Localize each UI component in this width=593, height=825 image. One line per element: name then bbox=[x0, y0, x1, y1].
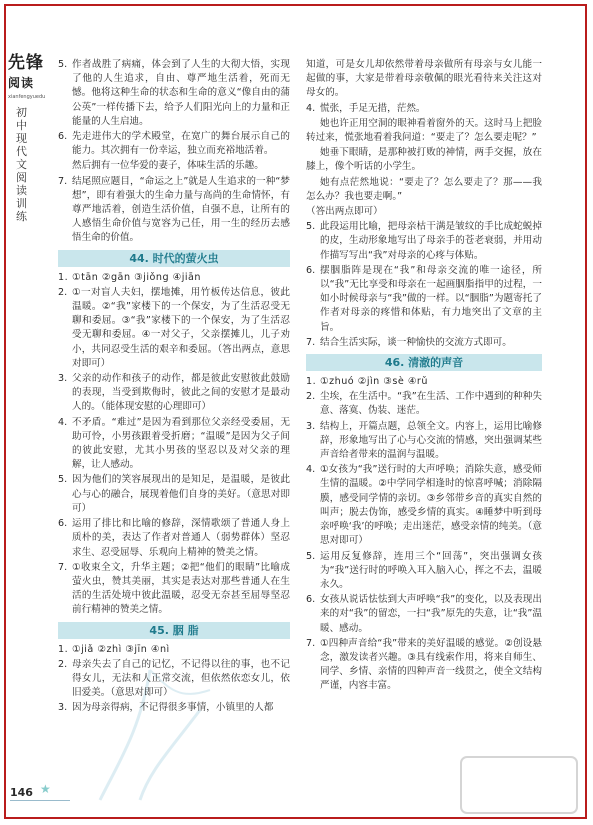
item-number: 2. bbox=[58, 658, 68, 670]
item-number: 6. bbox=[306, 264, 316, 276]
answer-paragraph: 然后拥有一位华爱的妻子，体味生活的乐趣。 bbox=[72, 160, 264, 172]
answer-item bbox=[58, 701, 290, 715]
item-number: 4. bbox=[306, 464, 316, 476]
item-number: 3. bbox=[58, 702, 68, 714]
item-number: 4. bbox=[306, 102, 316, 114]
item-text: 作者战胜了病痛，体会到了人生的大彻大悟，实现了他的人生追求，自由、尊严地生活着，死而无憾。他将这种生命的状态和生命的意义“像自由的蒲公英”一样传播下去，给予人们阳光向上的力量和正能量的人生启迪。 bbox=[72, 59, 290, 127]
answer-item bbox=[306, 102, 542, 116]
answer-item bbox=[58, 175, 290, 246]
left-column bbox=[58, 58, 290, 717]
side-title-block bbox=[8, 54, 48, 223]
series-title bbox=[8, 54, 48, 93]
answer-item bbox=[58, 286, 290, 371]
item-text: 因为他们的笑容展现出的是知足，是温暖，是彼此心与心的融合，展现着他们自身的美好。（意思对即可） bbox=[72, 474, 290, 514]
item-number: 6. bbox=[306, 594, 316, 606]
item-text: ①女孩为“我”送行时的大声呼唤；消除失意，感受师生情的温暖。②中学同学相逢时的惊喜呼喊；消除隔膜，感受同学情的亲切。③乡邻带乡音的真实自然的叫声；脱去伪饰，感受乡情的真实。④睡梦中听到母亲呼唤‘我’的呼唤；走出迷茫，感受亲情的纯美。（意思对即可） bbox=[320, 464, 542, 547]
answer-item bbox=[58, 517, 290, 560]
answer-item bbox=[58, 372, 290, 415]
answer-item bbox=[306, 593, 542, 636]
answer-paragraph: 她有点茫然地说：“要走了？怎么要走了？那——我怎么办？我也要走啊。” bbox=[306, 176, 542, 202]
item-text: 摆胭脂阵是现在“我”和母亲交流的唯一途径，所以“我”无比享受和母亲在一起画胭脂指甲的过程，一如小时候母亲与“我”做的一样。以“胭脂”为题寄托了作者对母亲的疼惜和体贴，有力地突出了文章的主旨。 bbox=[320, 264, 542, 333]
series-vertical-subtitle: 初中现代文阅读训练 bbox=[16, 106, 27, 223]
item-number: 7. bbox=[58, 175, 68, 187]
section-heading: 46. 清澈的声音 bbox=[306, 354, 542, 371]
answer-item bbox=[306, 336, 542, 350]
item-number: 7. bbox=[306, 336, 316, 348]
item-text: 先走进伟大的学术殿堂，在宽广的舞台展示自己的能力。其次拥有一份幸运，独立而充裕地活着。 bbox=[72, 131, 290, 157]
section-heading: 45. 胭 脂 bbox=[58, 622, 290, 639]
answer-item bbox=[58, 561, 290, 618]
answer-item bbox=[306, 220, 542, 263]
star-icon: ★ bbox=[40, 782, 51, 796]
answer-item bbox=[58, 58, 290, 129]
item-number: 6. bbox=[58, 131, 68, 143]
answer-item bbox=[306, 637, 542, 694]
item-number: 2. bbox=[58, 286, 68, 298]
item-number: 1. bbox=[58, 271, 69, 283]
item-text: 结合生活实际，谈一种愉快的交流方式即可。 bbox=[320, 336, 512, 348]
item-number: 3. bbox=[58, 373, 68, 385]
answer-item bbox=[58, 658, 290, 701]
item-text: ①jiǎ ②zhì ③jīn ④nì bbox=[72, 643, 170, 655]
item-text: 尘埃，在生活中。“我”在生活、工作中遇到的种种失意、落寞、伪装、迷茫。 bbox=[320, 391, 542, 417]
page-number-rule bbox=[10, 800, 70, 801]
item-number: 5. bbox=[306, 550, 316, 562]
item-text: ①收束全文，升华主题；②把“他们的眼睛”比喻成萤火虫，赞其美丽，其实是表达对那些普通人在生活的生活处境中彼此温暖，忍受无奈甚至屈辱坚忍前行精神的赞美之情。 bbox=[72, 561, 290, 616]
answer-paragraph: 她垂下眼睛，是那种被打败的神情，两手交握，放在膝上，像个听话的小学生。 bbox=[306, 147, 542, 173]
item-number: 5. bbox=[306, 221, 316, 233]
item-text: 运用了排比和比喻的修辞，深情歌颂了普通人身上质朴的美，表达了作者对普通人（弱势群体）坚忍求生、忍受屈辱、乐观向上精神的赞美之情。 bbox=[72, 518, 290, 558]
item-text: 因为母亲得病，不记得很多事情，小镇里的人都 bbox=[72, 702, 274, 714]
item-text: 此段运用比喻，把母亲枯干满是皱纹的手比成蛇蜕掉的皮，生动形象地写出了母亲手的苍老衰弱，并用动作描写写出“我”对母亲的心疼与体贴。 bbox=[320, 221, 542, 261]
item-text: 父亲的动作和孩子的动作，都是彼此安慰彼此鼓励的表现，当受到欺侮时，彼此之间的安慰才是最动人的。（能体现安慰的心理即可） bbox=[72, 373, 290, 413]
item-text: ①一对盲人夫妇，摆地摊，用竹板传达信息，彼此温暖。②“我”家楼下的一个保安，为了生活忍受无聊和委屈。③“我”家楼下的一个保安，为了生活忍受无聊和委屈。④一对父子，父亲摆摊儿，儿子劝小，共同忍受生活的艰辛和委屈。（答出两点，意思对即可） bbox=[72, 286, 290, 369]
answer-paragraph: 她也许正用空洞的眼神看着窗外的天。这时马上把脸转过来，慌张地看着我问道：“要走了？怎么要走呢？” bbox=[306, 117, 542, 144]
item-number: 7. bbox=[306, 637, 316, 649]
item-number: 5. bbox=[58, 474, 68, 486]
answer-item bbox=[58, 130, 290, 158]
item-text: 慌张，手足无措，茫然。 bbox=[320, 102, 426, 114]
item-text: 运用反复修辞，连用三个“回荡”，突出强调女孩为“我”送行时的呼唤入耳入脑入心，挥之不去，温暖永久。 bbox=[320, 550, 542, 590]
item-text: ①zhuó ②jìn ③sè ④rǔ bbox=[320, 376, 428, 388]
series-title-main: 先锋 bbox=[8, 53, 44, 73]
item-number: 2. bbox=[306, 391, 316, 403]
answer-item bbox=[306, 390, 542, 418]
answer-paragraph: （答出两点即可） bbox=[306, 206, 383, 218]
answer-item bbox=[58, 416, 290, 473]
page-number: 146 bbox=[10, 786, 33, 799]
item-number: 4. bbox=[58, 416, 68, 428]
watermark-logo bbox=[459, 755, 579, 815]
item-number: 1. bbox=[58, 643, 69, 655]
series-pinyin: xianfengyuedu bbox=[8, 94, 46, 100]
section-heading: 44. 时代的萤火虫 bbox=[58, 250, 290, 267]
item-number: 3. bbox=[306, 420, 316, 432]
item-text: 结尾照应题目，“命运之上”就是人生追求的一种“梦想”，即有着强大的生命力量与高尚的生命情怀，有尊严地活着，创造生活价值，自强不息，让所有的人感悟生命价值与宽容为己任，用一生的经历去感悟生命的价值。 bbox=[72, 175, 290, 244]
answer-item bbox=[58, 271, 290, 285]
item-text: ①四种声音给“我”带来的美好温暖的感觉。②创设悬念，激发读者兴趣。③具有线索作用，将来自师生、同学、乡情、亲情的四种声音一线贯之，使全文结构严谨，内容丰富。 bbox=[320, 637, 542, 692]
answer-item bbox=[306, 375, 542, 389]
answer-paragraph: 知道，可是女儿却依然带着母亲做所有母亲与女儿能一起做的事，大家是带着母亲敬佩的眼光看待来关注这对母女的。 bbox=[306, 59, 542, 99]
item-number: 7. bbox=[58, 561, 68, 573]
answer-item bbox=[58, 643, 290, 657]
item-text: 女孩从说话怯怯到大声呼唤“我”的变化，以及表现出来的对“我”的留恋，一扫“我”原先的失意，让“我”温暖、感动。 bbox=[320, 594, 542, 634]
item-text: ①tān ②gān ③jiǒng ④jiān bbox=[72, 271, 201, 283]
answer-item bbox=[306, 463, 542, 548]
item-number: 6. bbox=[58, 518, 68, 530]
item-text: 结构上，开篇点题，总领全文。内容上，运用比喻修辞，形象地写出了心与心交流的情感，突出强调某些声音给者带来的温润与温暖。 bbox=[320, 420, 542, 461]
item-text: 母亲失去了自己的记忆，不记得以往的事，也不记得女儿，无法和人正常交流，但依然依恋女儿，依旧爱美。（意思对即可） bbox=[72, 658, 290, 699]
answer-item bbox=[306, 550, 542, 593]
answer-item bbox=[306, 264, 542, 335]
item-text: 不矛盾。“难过”是因为看到那位父亲经受委屈，无助可怜，小男孩跟着受折磨；“温暖”是因为父子间的彼此安慰，尤其小男孩的坚忍以及对父亲的理解，让人感动。 bbox=[72, 416, 290, 471]
right-column bbox=[306, 58, 542, 695]
item-number: 1. bbox=[306, 376, 317, 388]
series-title-sub: 阅读 bbox=[8, 76, 35, 90]
answer-item bbox=[306, 420, 542, 463]
item-number: 5. bbox=[58, 59, 68, 70]
answer-item bbox=[58, 473, 290, 516]
